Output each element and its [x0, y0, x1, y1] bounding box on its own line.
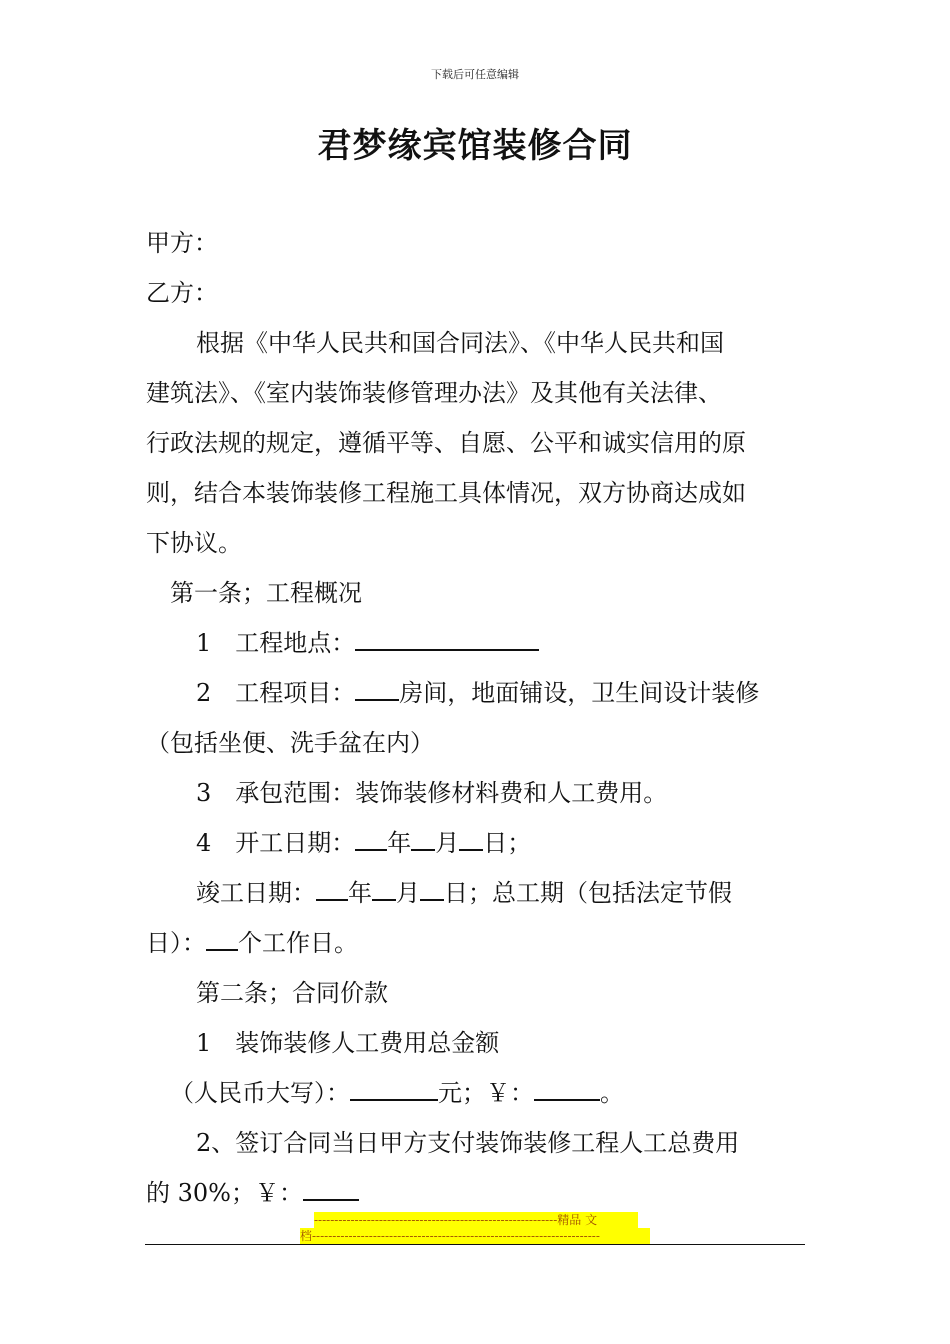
- article1-heading: 第一条；工程概况: [170, 579, 362, 607]
- blank-field: [534, 1073, 600, 1101]
- footer-watermark: [300, 1212, 650, 1244]
- contract-body: [146, 218, 796, 1218]
- item-label: 竣工日期：: [196, 879, 316, 907]
- document-title: 君梦缘宾馆装修合同: [317, 126, 633, 166]
- item-text: 的 30%；￥：: [146, 1179, 303, 1207]
- year-text: 年: [348, 879, 372, 907]
- item-label: 4 开工日期：: [196, 829, 356, 857]
- item-label: 2 工程项目：: [196, 679, 356, 707]
- item-text: 日）：: [146, 929, 206, 957]
- blank-field: [355, 823, 387, 851]
- blank-field: [316, 873, 348, 901]
- month-text: 月: [396, 879, 420, 907]
- article1-item3: 3 承包范围：装饰装修材料费和人工费用。: [196, 779, 668, 807]
- blank-field: [350, 1073, 438, 1101]
- intro-line: 则，结合本装饰装修工程施工具体情况，双方协商达成如: [146, 479, 746, 507]
- intro-line: 下协议。: [146, 529, 242, 557]
- footer-watermark-row: 档-----------------------------------------------------------------------: [300, 1228, 650, 1244]
- intro-line: 根据《中华人民共和国合同法》、《中华人民共和国: [196, 329, 724, 357]
- blank-field: [411, 823, 435, 851]
- footer-divider: [145, 1244, 805, 1245]
- item-text: 日；总工期（包括法定节假: [444, 879, 732, 907]
- footer-watermark-row: ------------------------------------------------------------精品 文: [314, 1212, 638, 1228]
- party-b-line: 乙方：: [146, 279, 218, 307]
- blank-field: [355, 673, 399, 701]
- article2-item2-cont: [146, 1168, 796, 1218]
- item-text: 。: [600, 1079, 624, 1107]
- header-note: 下载后可任意编辑: [431, 68, 519, 81]
- blank-field: [303, 1173, 359, 1201]
- article1-item1: [146, 618, 796, 668]
- completion-date-line: [146, 868, 796, 918]
- article1-item4: [146, 818, 796, 868]
- blank-field: [355, 623, 539, 651]
- article1-item2-cont: （包括坐便、洗手盆在内）: [146, 729, 434, 757]
- day-text: 日；: [483, 829, 532, 857]
- article2-item2: 2、签订合同当日甲方支付装饰装修工程人工总费用: [196, 1129, 740, 1157]
- blank-field: [420, 873, 444, 901]
- blank-field: [372, 873, 396, 901]
- intro-line: 建筑法》、《室内装饰装修管理办法》及其他有关法律、: [146, 379, 722, 407]
- party-a-line: 甲方：: [146, 229, 218, 257]
- item-text: 个工作日。: [238, 929, 358, 957]
- completion-date-cont: [146, 918, 796, 968]
- intro-line: 行政法规的规定，遵循平等、自愿、公平和诚实信用的原: [146, 429, 746, 457]
- article1-item2: [146, 668, 796, 718]
- item-text: 元；￥：: [438, 1079, 534, 1107]
- item-label: 1 工程地点：: [196, 629, 356, 657]
- item-label: （人民币大写）：: [170, 1079, 350, 1107]
- month-text: 月: [435, 829, 460, 857]
- article2-item1: 1 装饰装修人工费用总金额: [196, 1029, 500, 1057]
- article2-heading: 第二条；合同价款: [196, 979, 388, 1007]
- blank-field: [459, 823, 483, 851]
- article2-item1-amount: [146, 1068, 796, 1118]
- item-text: 房间，地面铺设，卫生间设计装修: [399, 679, 760, 707]
- blank-field: [206, 923, 238, 951]
- year-text: 年: [387, 829, 412, 857]
